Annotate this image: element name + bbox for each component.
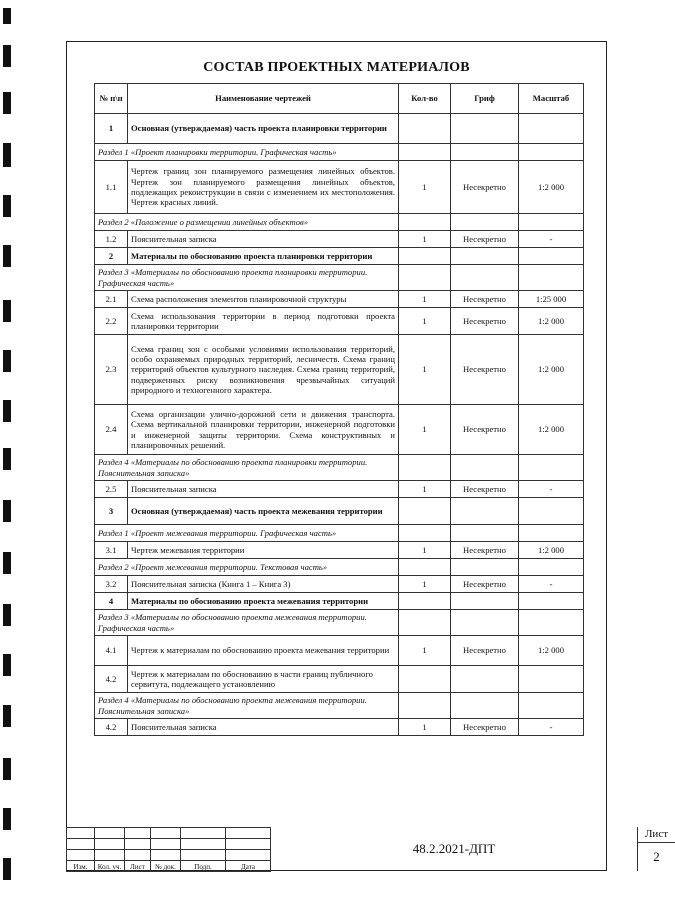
row-grif <box>451 144 519 161</box>
sheet-label: Лист <box>638 827 675 843</box>
table-row <box>95 248 584 265</box>
header-qty: Кол-во <box>399 84 451 114</box>
table-row <box>95 498 584 525</box>
row-scale: 1:2 000 <box>519 161 584 214</box>
row-scale <box>519 248 584 265</box>
row-qty: 1 <box>399 308 451 335</box>
row-qty: 1 <box>399 291 451 308</box>
binder-mark <box>3 448 11 470</box>
row-qty <box>399 144 451 161</box>
binder-mark <box>3 195 11 217</box>
stamp-cell <box>151 828 181 839</box>
stamp-cell <box>151 839 181 850</box>
stamp-cell <box>181 850 226 861</box>
section-row <box>95 455 584 481</box>
revision-table <box>66 827 271 872</box>
row-qty: 1 <box>399 636 451 666</box>
materials-table <box>94 83 584 736</box>
table-row <box>95 542 584 559</box>
row-num: 2 <box>95 248 128 265</box>
binder-mark <box>3 350 11 372</box>
row-name: Основная (утверждаемая) часть проекта межевания территории <box>128 498 399 525</box>
table-row <box>95 231 584 248</box>
binder-mark <box>3 92 11 114</box>
row-scale: - <box>519 576 584 593</box>
row-name: Пояснительная записка (Книга 1 – Книга 3) <box>128 576 399 593</box>
row-qty <box>399 666 451 693</box>
row-qty <box>399 693 451 719</box>
binder-mark <box>3 143 11 167</box>
row-num: 3.1 <box>95 542 128 559</box>
row-name: Материалы по обоснованию проекта планировки территории <box>128 248 399 265</box>
row-name: Чертеж границ зон планируемого размещения линейных объектов. Чертеж зон планируемого размещения линейных объектов, подлежащих реконструкции в связи с изменением их местоположения. Чертеж красных линий. <box>128 161 399 214</box>
row-qty: 1 <box>399 542 451 559</box>
row-grif: Несекретно <box>451 161 519 214</box>
stamp-cell <box>226 839 271 850</box>
binder-mark <box>3 500 11 522</box>
row-qty <box>399 265 451 291</box>
row-num: 2.3 <box>95 335 128 405</box>
table-row <box>95 636 584 666</box>
row-scale <box>519 559 584 576</box>
row-scale <box>519 693 584 719</box>
stamp-cell <box>151 850 181 861</box>
binder-mark <box>3 654 11 676</box>
header-scale: Масштаб <box>519 84 584 114</box>
row-grif: Несекретно <box>451 405 519 455</box>
header-grif: Гриф <box>451 84 519 114</box>
row-scale <box>519 666 584 693</box>
row-scale <box>519 525 584 542</box>
row-qty: 1 <box>399 719 451 736</box>
binder-mark <box>3 400 11 422</box>
page-title: СОСТАВ ПРОЕКТНЫХ МАТЕРИАЛОВ <box>203 60 470 75</box>
table-row <box>95 576 584 593</box>
row-scale <box>519 114 584 144</box>
binder-mark <box>3 552 11 574</box>
row-grif: Несекретно <box>451 719 519 736</box>
row-name: Основная (утверждаемая) часть проекта планировки территории <box>128 114 399 144</box>
row-qty <box>399 525 451 542</box>
row-grif: Несекретно <box>451 231 519 248</box>
row-name: Пояснительная записка <box>128 231 399 248</box>
row-scale: 1:2 000 <box>519 308 584 335</box>
table-row <box>95 405 584 455</box>
section-title: Раздел 4 «Материалы по обоснованию проекта планировки территории. Пояснительная записка» <box>95 455 399 481</box>
row-num: 4.2 <box>95 719 128 736</box>
row-qty <box>399 214 451 231</box>
row-qty <box>399 455 451 481</box>
table-row <box>95 161 584 214</box>
table-header-row <box>95 84 584 114</box>
binder-mark <box>3 300 11 322</box>
row-scale: 1:2 000 <box>519 542 584 559</box>
binder-mark <box>3 8 11 24</box>
stamp-col-count: Кол. уч. <box>95 861 125 872</box>
row-grif: Несекретно <box>451 481 519 498</box>
section-row <box>95 265 584 291</box>
row-name: Чертеж к материалам по обоснованию в части границ публичного сервитута, подлежащего установлению <box>128 666 399 693</box>
row-qty: 1 <box>399 231 451 248</box>
row-grif <box>451 214 519 231</box>
header-num: № п\п <box>95 84 128 114</box>
row-name: Схема использования территории в период подготовки проекта планировки территории <box>128 308 399 335</box>
stamp-cell <box>67 828 95 839</box>
row-name: Чертеж к материалам по обоснованию проекта межевания территории <box>128 636 399 666</box>
row-qty <box>399 593 451 610</box>
section-title: Раздел 4 «Материалы по обоснованию проекта межевания территории. Пояснительная записка» <box>95 693 399 719</box>
row-num: 2.2 <box>95 308 128 335</box>
row-qty: 1 <box>399 576 451 593</box>
binder-mark <box>3 604 11 626</box>
sheet-number: 2 <box>653 849 660 864</box>
section-row <box>95 214 584 231</box>
stamp-col-docnum: № док. <box>151 861 181 872</box>
table-row <box>95 666 584 693</box>
section-row <box>95 693 584 719</box>
row-scale <box>519 214 584 231</box>
stamp-cell <box>95 839 125 850</box>
row-qty <box>399 248 451 265</box>
header-name: Наименование чертежей <box>128 84 399 114</box>
table-row <box>95 308 584 335</box>
row-grif: Несекретно <box>451 636 519 666</box>
table-row <box>95 114 584 144</box>
row-num: 3.2 <box>95 576 128 593</box>
section-title: Раздел 2 «Проект межевания территории. Текстовая часть» <box>95 559 399 576</box>
title-block <box>66 827 669 871</box>
row-grif <box>451 498 519 525</box>
stamp-cell <box>95 850 125 861</box>
row-scale <box>519 593 584 610</box>
row-grif <box>451 559 519 576</box>
row-qty: 1 <box>399 335 451 405</box>
row-scale: 1:25 000 <box>519 291 584 308</box>
stamp-cell <box>125 839 151 850</box>
row-grif <box>451 693 519 719</box>
row-num: 1.2 <box>95 231 128 248</box>
stamp-cell <box>181 839 226 850</box>
row-num: 4 <box>95 593 128 610</box>
row-qty: 1 <box>399 481 451 498</box>
row-scale <box>519 498 584 525</box>
row-qty <box>399 610 451 636</box>
row-scale: - <box>519 719 584 736</box>
row-num: 3 <box>95 498 128 525</box>
row-grif: Несекретно <box>451 542 519 559</box>
row-grif: Несекретно <box>451 335 519 405</box>
stamp-cell <box>226 828 271 839</box>
row-qty <box>399 114 451 144</box>
row-qty <box>399 559 451 576</box>
row-name: Пояснительная записка <box>128 481 399 498</box>
table-row <box>95 593 584 610</box>
row-qty <box>399 498 451 525</box>
row-name: Схема организации улично-дорожной сети и движения транспорта. Схема вертикальной планировки территории, инженерной подготовки и инженерной защиты территории. Схема конструктивных и планировочных решений. <box>128 405 399 455</box>
row-qty: 1 <box>399 161 451 214</box>
row-num: 2.1 <box>95 291 128 308</box>
row-name: Схема границ зон с особыми условиями использования территорий, особо охраняемых природных территорий, лесничеств. Схема границ территорий объектов культурного наследия. Схема границ территорий, подверженных риску возникновения чрезвычайных ситуаций природного и техногенного характера. <box>128 335 399 405</box>
section-row <box>95 144 584 161</box>
table-row <box>95 719 584 736</box>
section-title: Раздел 2 «Положение о размещении линейных объектов» <box>95 214 399 231</box>
stamp-cell <box>67 850 95 861</box>
section-title: Раздел 3 «Материалы по обоснованию проекта межевания территории. Графическая часть» <box>95 610 399 636</box>
document-code: 48.2.2021-ДПТ <box>270 827 638 871</box>
stamp-cell <box>125 850 151 861</box>
table-row <box>95 335 584 405</box>
row-name: Схема расположения элементов планировочной структуры <box>128 291 399 308</box>
stamp-col-date: Дата <box>226 861 271 872</box>
row-grif <box>451 265 519 291</box>
binder-mark <box>3 758 11 780</box>
row-num: 4.2 <box>95 666 128 693</box>
section-row <box>95 525 584 542</box>
row-scale: - <box>519 481 584 498</box>
row-name: Чертеж межевания территории <box>128 542 399 559</box>
row-num: 2.5 <box>95 481 128 498</box>
row-grif <box>451 610 519 636</box>
row-name: Пояснительная записка <box>128 719 399 736</box>
stamp-col-change: Изм. <box>67 861 95 872</box>
row-num: 1.1 <box>95 161 128 214</box>
section-title: Раздел 1 «Проект планировки территории. Графическая часть» <box>95 144 399 161</box>
row-scale: - <box>519 231 584 248</box>
stamp-cell <box>67 839 95 850</box>
row-num: 1 <box>95 114 128 144</box>
row-scale <box>519 265 584 291</box>
row-num: 4.1 <box>95 636 128 666</box>
row-scale <box>519 610 584 636</box>
binder-mark <box>3 808 11 830</box>
stamp-cell <box>226 850 271 861</box>
row-name: Материалы по обоснованию проекта межевания территории <box>128 593 399 610</box>
stamp-cell <box>125 828 151 839</box>
row-scale <box>519 455 584 481</box>
row-grif <box>451 455 519 481</box>
table-row <box>95 291 584 308</box>
row-scale: 1:2 000 <box>519 636 584 666</box>
stamp-cell <box>95 828 125 839</box>
row-scale: 1:2 000 <box>519 405 584 455</box>
row-grif <box>451 248 519 265</box>
stamp-cell <box>181 828 226 839</box>
row-qty: 1 <box>399 405 451 455</box>
row-grif <box>451 666 519 693</box>
row-grif: Несекретно <box>451 576 519 593</box>
binder-mark <box>3 858 11 880</box>
row-grif <box>451 593 519 610</box>
binder-mark <box>3 245 11 267</box>
section-row <box>95 610 584 636</box>
row-num: 2.4 <box>95 405 128 455</box>
table-row <box>95 481 584 498</box>
stamp-col-sheet: Лист <box>125 861 151 872</box>
section-title: Раздел 1 «Проект межевания территории. Графическая часть» <box>95 525 399 542</box>
section-title: Раздел 3 «Материалы по обоснованию проекта планировки территории. Графическая часть» <box>95 265 399 291</box>
row-grif: Несекретно <box>451 308 519 335</box>
row-grif <box>451 114 519 144</box>
row-scale: 1:2 000 <box>519 335 584 405</box>
section-row <box>95 559 584 576</box>
binder-mark <box>3 45 11 67</box>
row-scale <box>519 144 584 161</box>
row-grif <box>451 525 519 542</box>
binder-mark <box>3 705 11 727</box>
row-grif: Несекретно <box>451 291 519 308</box>
stamp-col-sign: Подп. <box>181 861 226 872</box>
